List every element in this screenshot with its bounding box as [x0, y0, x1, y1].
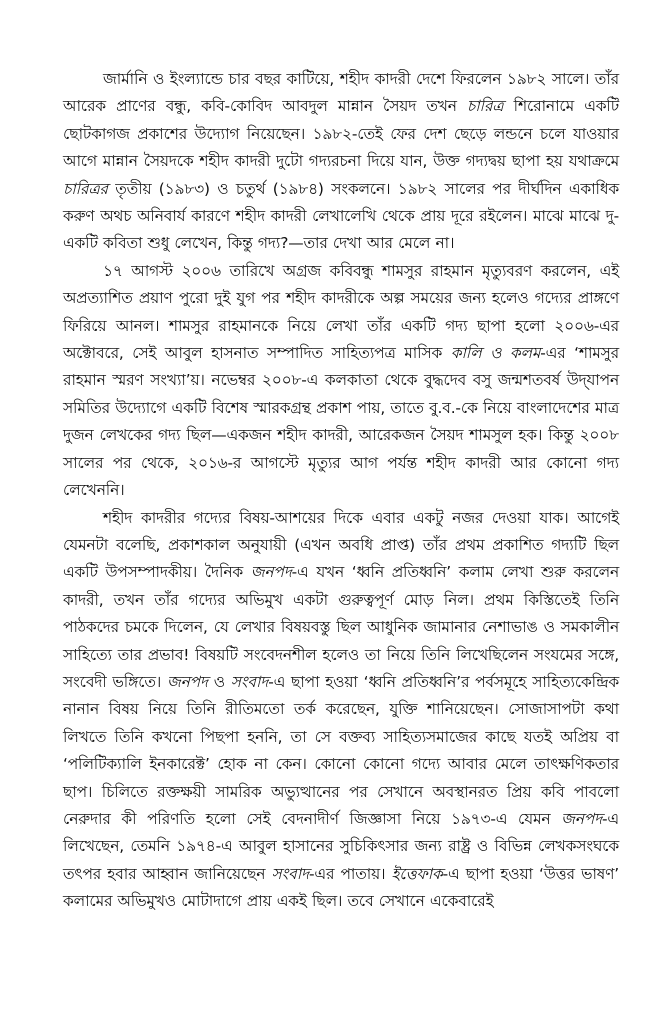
text-segment: জার্মানি ও ইংল্যান্ডে চার বছর কাটিয়ে, শহীদ কাদরী দেশে ফিরলেন ১৯৮২ সালে। তাঁর আরেক প্রাণের বন্ধু, কবি-কোবিদ আবদুল মান্নান সৈয়দ তখন [63, 70, 619, 116]
text-segment: তৃতীয় (১৯৮৩) ও চতুর্থ (১৯৮৪) সংকলনে। ১৯৮২ সালের পর দীর্ঘদিন একাধিক করুণ অথচ অনিবার্য কারণে শহীদ কাদরী লেখালেখি থেকে প্রায় দূরে রইলেন। মাঝে মাঝে দু-একটি কবিতা শুধু লেখেন, কিন্তু গদ্য?—তার দেখা আর মেলে না। [63, 179, 619, 253]
text-segment: -এর ‘শামসুর রাহমান স্মরণ সংখ্যা’য়। নভেম্বর ২০০৮-এ কলকাতা থেকে বুদ্ধদেব বসু জন্মশতবর্ষ উদ্‌যাপন সমিতির উদ্যোগে একটি বিশেষ স্মারকগ্রন্থ প্রকাশ পায়, তাতে বু.ব.-কে নিয়ে বাংলাদেশের মাত্র দুজন লেখকের গদ্য ছিল—একজন শহীদ কাদরী, আরেকজন সৈয়দ শামসুল হক। কিন্তু ২০০৮ সালের পর থেকে, ২০১৬-র আগস্টে মৃত্যুর আগ পর্যন্ত শহীদ কাদরী আর কোনো গদ্য লেখেননি। [63, 344, 620, 500]
paragraph [63, 505, 619, 916]
italic-title: সংবাদ [271, 864, 309, 883]
italic-title: জনপদ [250, 563, 292, 582]
text-segment: -এ যখন ‘ধ্বনি প্রতিধ্বনি’ কলাম লেখা শুরু করলেন কাদরী, তখন তাঁর গদ্যের অভিমুখ একটা গুরুত্বপূর্ণ মোড় নিল। প্রথম কিস্তিতেই তিনি পাঠকদের চমকে দিলেন, যে লেখার বিষয়বস্তু ছিল আধুনিক জামানার নেশাভাঙ ও সমকালীন সাহিত্যে তার প্রভাব! বিষয়টি সংবেদনশীল হলেও তা নিয়ে তিনি লিখেছিলেন সংযমের সঙ্গে, সংবেদী ভঙ্গিতে। [63, 563, 619, 691]
text-segment: -এ ছাপা হওয়া ‘উত্তর ভাষণ’ কলামের অভিমুখও মোটাদাগে প্রায় একই ছিল। তবে সেখানে একেবারেই [63, 864, 620, 911]
text-segment: ১৭ আগস্ট ২০০৬ তারিখে অগ্রজ কবিবন্ধু শামসুর রাহমান মৃত্যুবরণ করলেন, এই অপ্রত্যাশিত প্রয়াণ পুরো দুই যুগ পর শহীদ কাদরীকে অল্প সময়ের জন্য হলেও গদ্যের প্রাঙ্গণে ফিরিয়ে আনল। শামসুর রাহমানকে নিয়ে লেখা তাঁর একটি গদ্য ছাপা হলো ২০০৬-এর অক্টোবরে, সেই আবুল হাসনাত সম্পাদিত সাহিত্যপত্র মাসিক [63, 261, 619, 363]
italic-title: চারিত্র [466, 97, 504, 116]
paragraph [63, 66, 619, 258]
italic-title: চারিত্রর [63, 179, 108, 198]
text-segment: -এ ছাপা হওয়া ‘ধ্বনি প্রতিধ্বনি’র পর্বসমূহে সাহিত্যকেন্দ্রিক নানান বিষয় নিয়ে তিনি রীতিমতো তর্ক করেছেন, যুক্তি শানিয়েছেন। সোজাসাপটা কথা লিখতে তিনি কখনো পিছপা হননি, তা সে বক্তব্য সাহিত্যসমাজের কাছে যতই অপ্রিয় বা ‘পলিটিক্যালি ইনকারেক্ট’ হোক না কেন। কোনো কোনো গদ্যে আবার মেলে তাৎক্ষণিকতার ছাপ। চিলিতে রক্তক্ষয়ী সামরিক অভ্যুত্থানের পর সেখানে অবস্থানরত প্রিয় কবি পাবলো নেরুদার কী পরিণতি হলো সেই বেদনাদীর্ণ জিজ্ঞাসা নিয়ে ১৯৭৩-এ যেমন [63, 672, 619, 828]
paragraph [63, 258, 619, 505]
text-segment: ও [207, 672, 231, 691]
body-text [63, 66, 619, 916]
italic-title: জনপদ [166, 672, 208, 691]
italic-title: ইত্তেফাক [391, 864, 443, 883]
text-segment: -এর পাতায়। [308, 864, 392, 883]
italic-title: কালি ও কলম [450, 344, 541, 363]
italic-title: সংবাদ [230, 672, 269, 691]
text-segment: -এ লিখেছেন, তেমনি ১৯৭৪-এ আবুল হাসানের সুচিকিৎসার জন্য রাষ্ট্র ও বিভিন্ন লেখকসংঘকে তৎপর হবার আহ্বান জানিয়েছেন [63, 809, 619, 883]
text-segment: শিরোনামে একটি ছোটকাগজ প্রকাশের উদ্যোগ নিয়েছেন। ১৯৮২-তেই ফের দেশ ছেড়ে লন্ডনে চলে যাওয়ার আগে মান্নান সৈয়দকে শহীদ কাদরী দুটো গদ্যরচনা দিয়ে যান, উক্ত গদ্যদ্বয় ছাপা হয় যথাক্রমে [63, 97, 620, 171]
italic-title: জনপদ [561, 809, 603, 828]
text-segment: শহীদ কাদরীর গদ্যের বিষয়-আশয়ের দিকে এবার একটু নজর দেওয়া যাক। আগেই যেমনটা বলেছি, প্রকাশকাল অনুযায়ী (এখন অবধি প্রাপ্ত) তাঁর প্রথম প্রকাশিত গদ্যটি ছিল একটি উপসম্পাদকীয়। দৈনিক [63, 508, 619, 582]
